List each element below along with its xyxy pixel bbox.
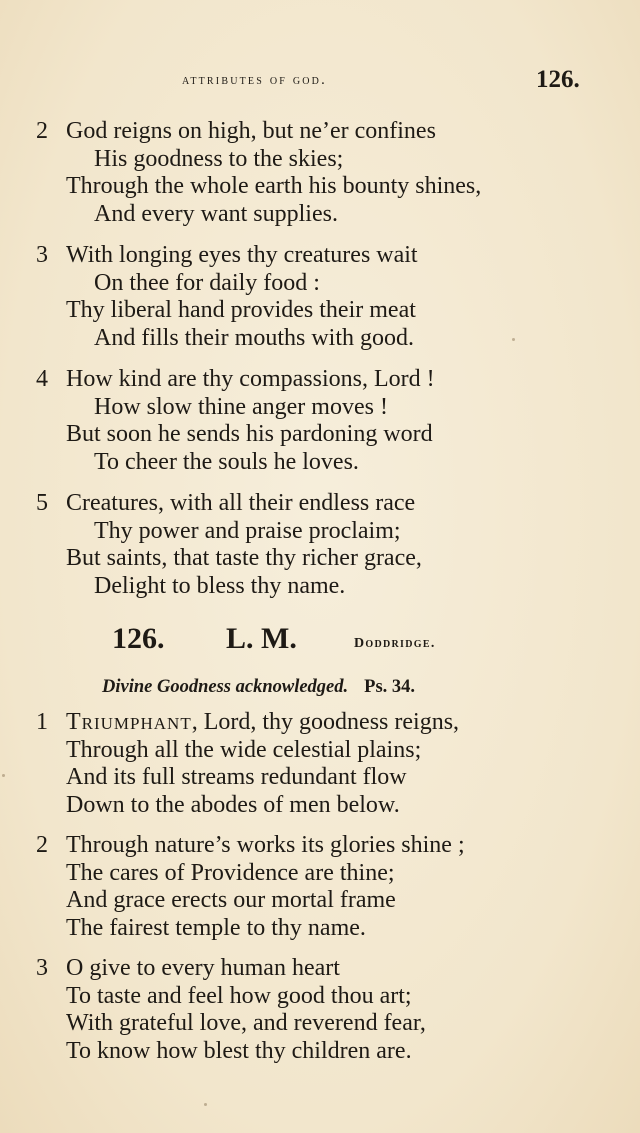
verse-line: 2 God reigns on high, but ne’er confines bbox=[36, 118, 436, 144]
verse-line: To taste and feel how good thou art; bbox=[66, 982, 412, 1009]
hymn-meter: L. M. bbox=[226, 622, 297, 655]
verse-line: To cheer the souls he loves. bbox=[94, 449, 359, 476]
verse-line: 5 Creatures, with all their endless race bbox=[36, 490, 416, 516]
paper-fleck bbox=[2, 774, 5, 777]
stanza-number: 1 bbox=[36, 709, 48, 735]
stanza-number: 5 bbox=[36, 490, 48, 516]
verse-line: 1 Triumphant, Lord, thy goodness reigns, bbox=[36, 709, 460, 735]
verse-line: On thee for daily food : bbox=[94, 269, 320, 296]
verse-line: How slow thine anger moves ! bbox=[94, 393, 388, 420]
hymn-heading bbox=[0, 622, 640, 662]
verse-line: With grateful love, and reverend fear, bbox=[66, 1010, 426, 1037]
stanza-4-prev bbox=[36, 366, 596, 477]
verse-line: 3 O give to every human heart bbox=[36, 955, 340, 981]
stanza-number: 4 bbox=[36, 366, 48, 392]
scripture-reference: Ps. 34. bbox=[364, 677, 416, 697]
subtitle-text: Divine Goodness acknowledged. bbox=[102, 677, 349, 697]
stanza-2 bbox=[36, 832, 596, 943]
page-number: 126. bbox=[536, 66, 580, 93]
verse-line: 2 Through nature’s works its glories shine ; bbox=[36, 832, 465, 858]
running-title: attributes of god. bbox=[182, 72, 327, 88]
hymn-author: Doddridge. bbox=[354, 636, 436, 651]
verse-line: His goodness to the skies; bbox=[94, 145, 344, 172]
hymn-number: 126. bbox=[112, 622, 165, 655]
verse-line: 3 With longing eyes thy creatures wait bbox=[36, 242, 418, 268]
stanza-number: 2 bbox=[36, 832, 48, 858]
first-word: Triumphant bbox=[66, 709, 192, 735]
stanza-number: 3 bbox=[36, 955, 48, 981]
verse-line: And every want supplies. bbox=[94, 201, 338, 228]
stanza-number: 3 bbox=[36, 242, 48, 268]
verse-line: Through the whole earth his bounty shines, bbox=[66, 173, 482, 200]
verse-line: The cares of Providence are thine; bbox=[66, 859, 395, 886]
paper-fleck bbox=[512, 338, 515, 341]
verse-line: 4 How kind are thy compassions, Lord ! bbox=[36, 366, 435, 392]
stanza-3-prev bbox=[36, 242, 596, 353]
verse-line: But soon he sends his pardoning word bbox=[66, 421, 433, 448]
verse-line: And fills their mouths with good. bbox=[94, 325, 414, 352]
verse-line: The fairest temple to thy name. bbox=[66, 915, 366, 942]
running-head bbox=[0, 66, 640, 96]
stanza-3 bbox=[36, 955, 596, 1066]
verse-line: Delight to bless thy name. bbox=[94, 573, 346, 600]
stanza-1 bbox=[36, 709, 596, 820]
stanza-2-prev bbox=[36, 118, 596, 229]
verse-line: To know how blest thy children are. bbox=[66, 1038, 412, 1065]
paper-fleck bbox=[204, 1103, 207, 1106]
verse-line: And grace erects our mortal frame bbox=[66, 887, 396, 914]
verse-line: Down to the abodes of men below. bbox=[66, 792, 400, 819]
verse-line: Thy liberal hand provides their meat bbox=[66, 297, 416, 324]
verse-line: And its full streams redundant flow bbox=[66, 764, 407, 791]
hymn-subtitle bbox=[102, 677, 415, 698]
verse-line: Through all the wide celestial plains; bbox=[66, 736, 422, 763]
verse-line: Thy power and praise proclaim; bbox=[94, 517, 401, 544]
stanza-number: 2 bbox=[36, 118, 48, 144]
verse-line: But saints, that taste thy richer grace, bbox=[66, 545, 422, 572]
stanza-5-prev bbox=[36, 490, 596, 601]
